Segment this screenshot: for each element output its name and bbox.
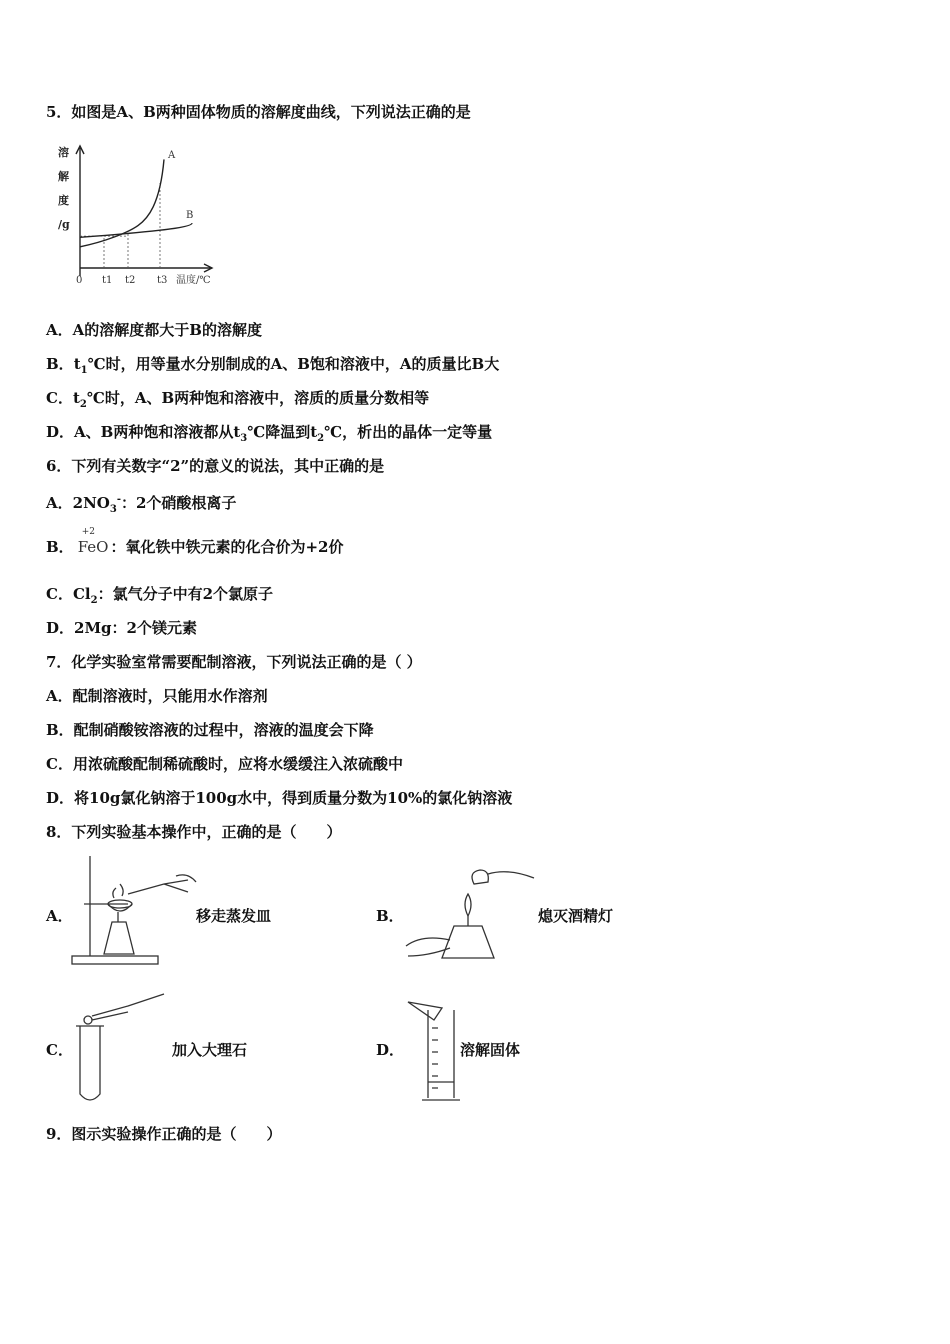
y-label-2: 解 [58, 170, 69, 183]
q9-stem: 9．图示实验操作正确的是（ ） [46, 1125, 282, 1143]
q7-option-c: C．用浓硫酸配制稀硫酸时，应将水缓缓注入浓硫酸中 [46, 755, 403, 773]
q6-stem: 6．下列有关数字“2”的意义的说法，其中正确的是 [46, 457, 385, 475]
q5-option-b: B．$t_1℃$时，用等量水分别制成的A、B饱和溶液中，A的质量比B大 [46, 355, 500, 376]
q8-option-c-label: C． [46, 1041, 73, 1059]
x-tick-t3: t3 [157, 275, 168, 286]
q8-option-a-label: A． [46, 907, 73, 925]
valence-formula: +2 FeO [77, 527, 109, 556]
q5-option-c: C．$t_2℃$时，A、B两种饱和溶液中，溶质的质量分数相等 [46, 389, 430, 410]
test-tube-tongs-figure [72, 990, 172, 1106]
x-axis-label: 温度/℃ [176, 275, 211, 286]
series-label-b: B [186, 210, 194, 221]
y-label-1: 溶 [58, 146, 69, 159]
q5-option-d: D．A、B两种饱和溶液都从$t_3℃$降温到$t_2℃$，析出的晶体一定等量 [46, 423, 493, 444]
q6-option-d: D．2Mg：2个镁元素 [46, 619, 197, 637]
q8-option-a-caption: 移走蒸发皿 [196, 907, 272, 925]
q5-stem: 5．如图是A、B两种固体物质的溶解度曲线，下列说法正确的是 [46, 103, 471, 121]
q8-option-b-label: B． [376, 907, 404, 925]
alcohol-lamp-figure [402, 866, 538, 968]
y-label-4: /g [58, 218, 70, 231]
q7-option-a: A．配制溶液时，只能用水作溶剂 [46, 687, 268, 705]
q8-option-d-label: D． [376, 1041, 405, 1059]
q7-option-d: D．将10g氯化钠溶于100g水中，得到质量分数为10%的氯化钠溶液 [46, 789, 513, 807]
y-label-3: 度 [58, 194, 69, 207]
q5-option-a: A．A的溶解度都大于B的溶解度 [46, 321, 262, 339]
q6-option-a: A．$2NO_3^-$：2个硝酸根离子 [46, 494, 237, 515]
measuring-cylinder-figure [404, 998, 464, 1108]
q8-option-b-caption: 熄灭酒精灯 [538, 907, 614, 925]
q8-stem: 8．下列实验基本操作中，正确的是（ ） [46, 823, 342, 841]
q8-option-c-caption: 加入大理石 [172, 1041, 248, 1059]
solubility-chart [52, 140, 232, 290]
x-tick-t2: t2 [125, 275, 136, 286]
q7-stem: 7．化学实验室常需要配制溶液，下列说法正确的是（ ） [46, 653, 422, 671]
evaporating-dish-apparatus-figure [68, 852, 198, 968]
x-tick-t1: t1 [102, 275, 113, 286]
q6-option-c: C．$Cl_2$：氯气分子中有2个氯原子 [46, 585, 274, 606]
q6-option-b: B． +2 FeO ：氧化铁中铁元素的化合价为+2价 [46, 527, 344, 556]
q7-option-b: B．配制硝酸铵溶液的过程中，溶液的温度会下降 [46, 721, 374, 739]
origin-label: 0 [76, 275, 83, 286]
series-b-curve [80, 223, 192, 237]
series-label-a: A [168, 150, 176, 161]
q8-option-d-caption: 溶解固体 [460, 1041, 521, 1059]
